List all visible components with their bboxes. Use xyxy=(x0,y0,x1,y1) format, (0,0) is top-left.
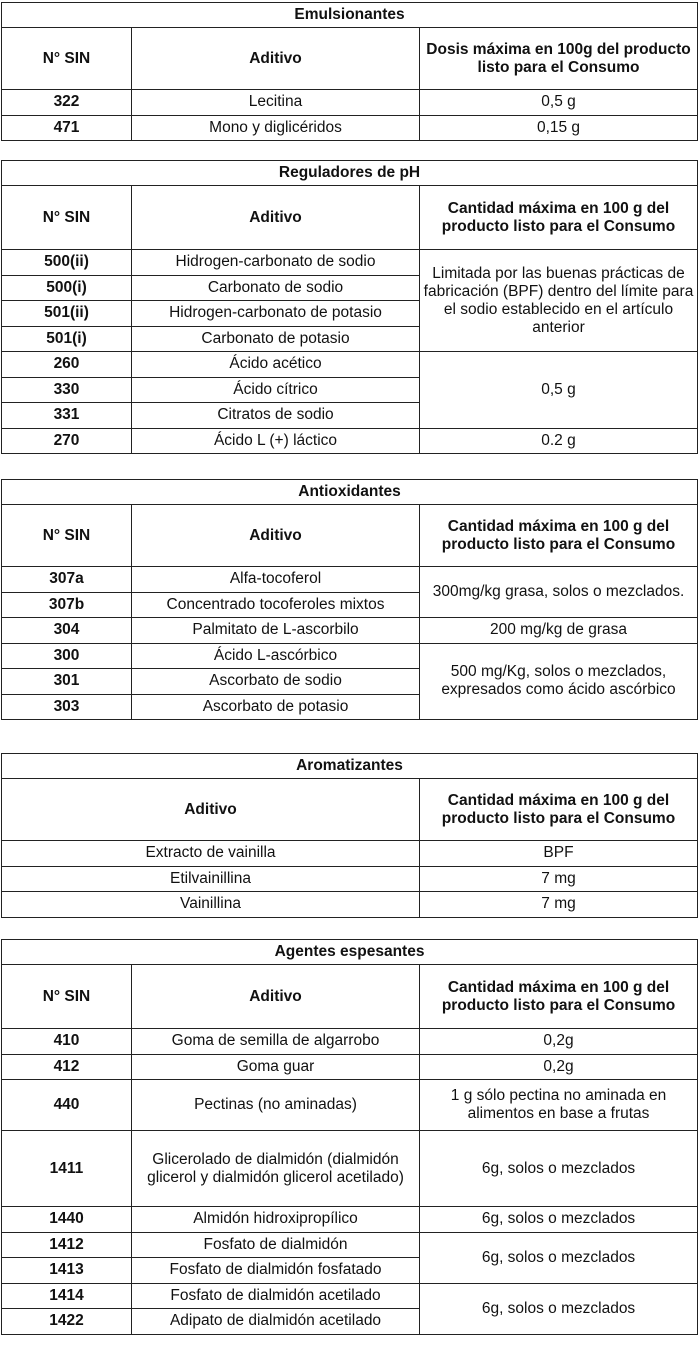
aditivo-cell: Extracto de vainilla xyxy=(2,841,420,867)
sin-cell: 300 xyxy=(2,643,132,669)
table-row xyxy=(2,1131,698,1207)
antioxidantes-table xyxy=(1,479,698,720)
sin-cell: 1440 xyxy=(2,1207,132,1233)
aditivo-cell: Fosfato de dialmidón xyxy=(132,1232,420,1258)
sin-cell: 322 xyxy=(2,90,132,116)
aditivo-cell: Adipato de dialmidón acetilado xyxy=(132,1309,420,1335)
sin-cell: 331 xyxy=(2,403,132,429)
aditivo-cell: Carbonato de sodio xyxy=(132,275,420,301)
table-row xyxy=(2,1283,698,1309)
sin-cell: 440 xyxy=(2,1080,132,1131)
dosis-cell: 0,2g xyxy=(420,1029,698,1055)
header-aditivo: Aditivo xyxy=(132,186,420,250)
aditivo-cell: Fosfato de dialmidón acetilado xyxy=(132,1283,420,1309)
table-row xyxy=(2,567,698,593)
header-sin: N° SIN xyxy=(2,28,132,90)
dosis-cell: 6g, solos o mezclados xyxy=(420,1207,698,1233)
table-title: Emulsionantes xyxy=(2,3,698,28)
sin-cell: 501(i) xyxy=(2,326,132,352)
aditivo-cell: Ácido L (+) láctico xyxy=(132,428,420,454)
aditivo-cell: Hidrogen-carbonato de potasio xyxy=(132,301,420,327)
espesantes-table xyxy=(1,939,698,1335)
aditivo-cell: Etilvainillina xyxy=(2,866,420,892)
sin-cell: 412 xyxy=(2,1054,132,1080)
aditivo-cell: Hidrogen-carbonato de sodio xyxy=(132,250,420,276)
header-dosis: Dosis máxima en 100g del producto listo para el Consumo xyxy=(420,28,698,90)
table-row xyxy=(2,866,698,892)
table-title: Antioxidantes xyxy=(2,480,698,505)
sin-cell: 260 xyxy=(2,352,132,378)
dosis-cell: 0,5 g xyxy=(420,90,698,116)
sin-cell: 1412 xyxy=(2,1232,132,1258)
dosis-cell: 6g, solos o mezclados xyxy=(420,1232,698,1283)
header-dosis: Cantidad máxima en 100 g del producto listo para el Consumo xyxy=(420,779,698,841)
sin-cell: 1414 xyxy=(2,1283,132,1309)
sin-cell: 304 xyxy=(2,618,132,644)
header-aditivo: Aditivo xyxy=(132,505,420,567)
aditivo-cell: Ascorbato de potasio xyxy=(132,694,420,720)
table-row xyxy=(2,892,698,918)
sin-cell: 501(ii) xyxy=(2,301,132,327)
table-row xyxy=(2,352,698,378)
dosis-cell: 300mg/kg grasa, solos o mezclados. xyxy=(420,567,698,618)
table-title: Aromatizantes xyxy=(2,754,698,779)
dosis-cell: 200 mg/kg de grasa xyxy=(420,618,698,644)
sin-cell: 500(i) xyxy=(2,275,132,301)
sin-cell: 1413 xyxy=(2,1258,132,1284)
dosis-cell: BPF xyxy=(420,841,698,867)
aditivo-cell: Goma guar xyxy=(132,1054,420,1080)
dosis-cell: 6g, solos o mezclados xyxy=(420,1131,698,1207)
table-row xyxy=(2,643,698,669)
aditivo-cell: Palmitato de L-ascorbilo xyxy=(132,618,420,644)
aditivo-cell: Mono y diglicéridos xyxy=(132,115,420,141)
header-dosis: Cantidad máxima en 100 g del producto listo para el Consumo xyxy=(420,186,698,250)
header-dosis: Cantidad máxima en 100 g del producto listo para el Consumo xyxy=(420,505,698,567)
dosis-cell: 0.2 g xyxy=(420,428,698,454)
table-row xyxy=(2,618,698,644)
table-row xyxy=(2,90,698,116)
aditivo-cell: Almidón hidroxipropílico xyxy=(132,1207,420,1233)
aditivo-cell: Lecitina xyxy=(132,90,420,116)
sin-cell: 307a xyxy=(2,567,132,593)
dosis-cell: 0,2g xyxy=(420,1054,698,1080)
header-sin: N° SIN xyxy=(2,186,132,250)
table-row xyxy=(2,841,698,867)
header-aditivo: Aditivo xyxy=(132,965,420,1029)
aditivo-cell: Citratos de sodio xyxy=(132,403,420,429)
dosis-cell: 7 mg xyxy=(420,892,698,918)
sin-cell: 500(ii) xyxy=(2,250,132,276)
dosis-cell: Limitada por las buenas prácticas de fabricación (BPF) dentro del límite para el sodio establecido en el artículo anterior xyxy=(420,250,698,352)
sin-cell: 330 xyxy=(2,377,132,403)
header-sin: N° SIN xyxy=(2,505,132,567)
header-aditivo: Aditivo xyxy=(132,28,420,90)
sin-cell: 307b xyxy=(2,592,132,618)
dosis-cell: 0,15 g xyxy=(420,115,698,141)
dosis-cell: 0,5 g xyxy=(420,352,698,429)
sin-cell: 303 xyxy=(2,694,132,720)
dosis-cell: 7 mg xyxy=(420,866,698,892)
aditivo-cell: Ácido L-ascórbico xyxy=(132,643,420,669)
sin-cell: 1411 xyxy=(2,1131,132,1207)
sin-cell: 1422 xyxy=(2,1309,132,1335)
aditivo-cell: Vainillina xyxy=(2,892,420,918)
header-dosis: Cantidad máxima en 100 g del producto listo para el Consumo xyxy=(420,965,698,1029)
dosis-cell: 1 g sólo pectina no aminada en alimentos en base a frutas xyxy=(420,1080,698,1131)
aditivo-cell: Fosfato de dialmidón fosfatado xyxy=(132,1258,420,1284)
dosis-cell: 6g, solos o mezclados xyxy=(420,1283,698,1334)
aditivo-cell: Glicerolado de dialmidón (dialmidón glicerol y dialmidón glicerol acetilado) xyxy=(132,1131,420,1207)
aditivo-cell: Carbonato de potasio xyxy=(132,326,420,352)
sin-cell: 270 xyxy=(2,428,132,454)
dosis-cell: 500 mg/Kg, solos o mezclados, expresados como ácido ascórbico xyxy=(420,643,698,720)
table-row xyxy=(2,1207,698,1233)
aditivo-cell: Ácido cítrico xyxy=(132,377,420,403)
sin-cell: 410 xyxy=(2,1029,132,1055)
table-title: Reguladores de pH xyxy=(2,161,698,186)
aditivo-cell: Ascorbato de sodio xyxy=(132,669,420,695)
table-row xyxy=(2,1080,698,1131)
sin-cell: 471 xyxy=(2,115,132,141)
sin-cell: 301 xyxy=(2,669,132,695)
table-row xyxy=(2,1029,698,1055)
table-row xyxy=(2,250,698,276)
aditivo-cell: Goma de semilla de algarrobo xyxy=(132,1029,420,1055)
aditivo-cell: Pectinas (no aminadas) xyxy=(132,1080,420,1131)
reguladores-table xyxy=(1,160,698,454)
table-row xyxy=(2,1232,698,1258)
aromatizantes-table xyxy=(1,753,698,918)
table-row xyxy=(2,1054,698,1080)
table-row xyxy=(2,115,698,141)
emulsionantes-table xyxy=(1,2,698,141)
table-title: Agentes espesantes xyxy=(2,940,698,965)
aditivo-cell: Ácido acético xyxy=(132,352,420,378)
aditivo-cell: Alfa-tocoferol xyxy=(132,567,420,593)
header-aditivo: Aditivo xyxy=(2,779,420,841)
aditivo-cell: Concentrado tocoferoles mixtos xyxy=(132,592,420,618)
table-row xyxy=(2,428,698,454)
header-sin: N° SIN xyxy=(2,965,132,1029)
